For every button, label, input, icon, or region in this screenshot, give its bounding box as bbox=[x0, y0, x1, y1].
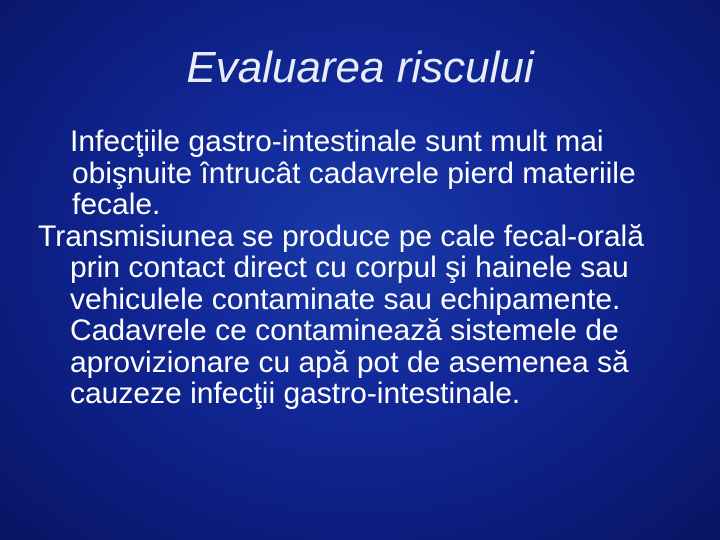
paragraph-infections: Infecţiile gastro-intestinale sunt mult mai obişnuite întrucât cadavrele pierd materiile fecale. bbox=[70, 125, 636, 221]
paragraph-transmission: Transmisiunea se produce pe cale fecal-orală prin contact direct cu corpul şi hainele sau vehiculele contaminate sau echipamente. Cadavrele ce contaminează sistemele de aprovizionare cu apă pot de asemenea să cauzeze infecţii gastro-intestinale. bbox=[38, 219, 644, 410]
slide-title: Evaluarea riscului bbox=[186, 43, 534, 92]
slide-body bbox=[38, 126, 698, 410]
